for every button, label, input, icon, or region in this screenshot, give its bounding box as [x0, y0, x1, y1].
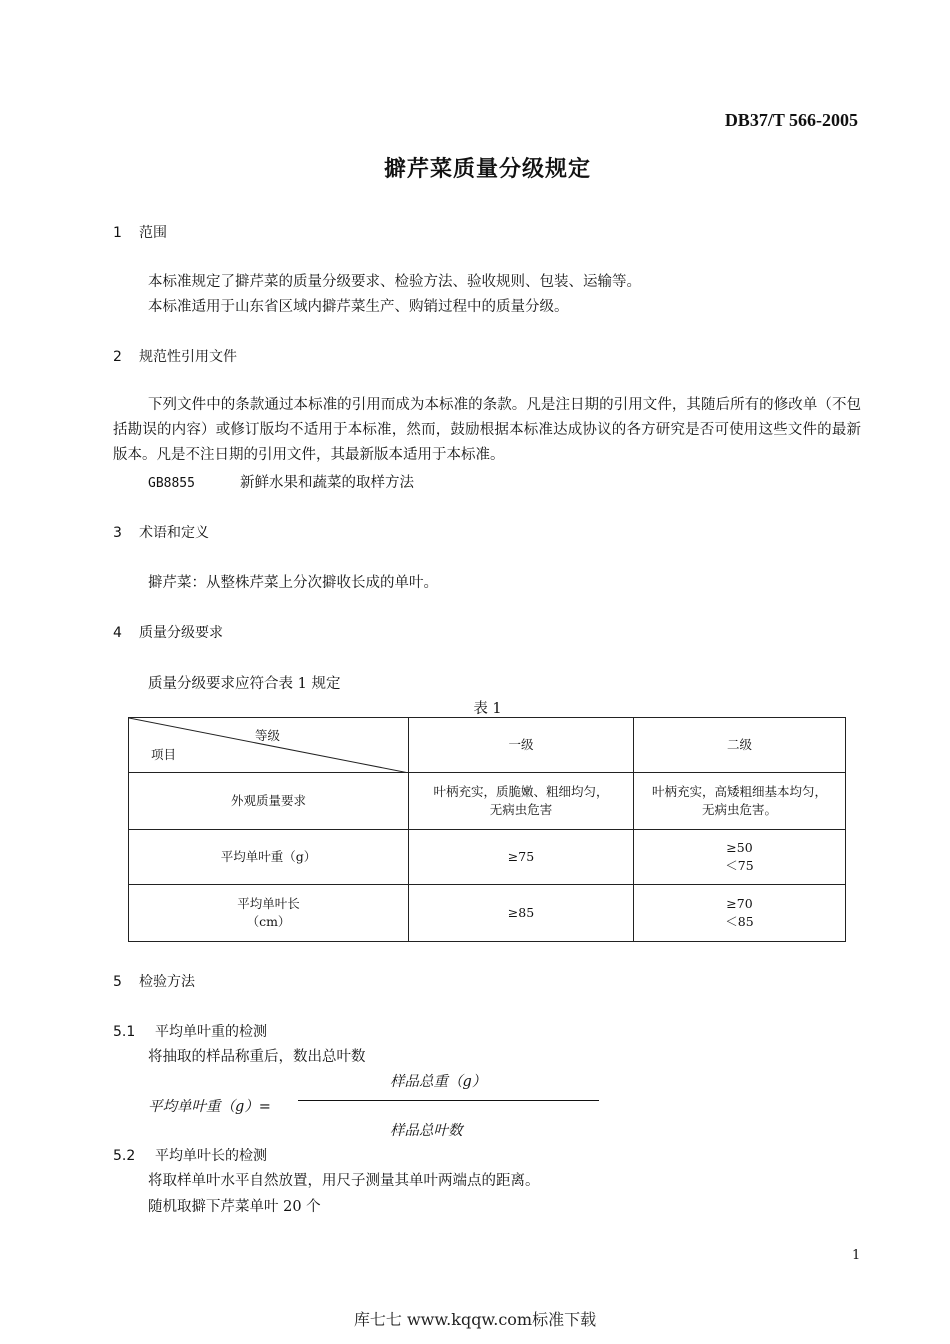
grade-2-line-1: ≥50	[726, 840, 753, 855]
grading-table	[128, 717, 846, 942]
item-label: 平均单叶重（g）	[220, 849, 317, 864]
section-5-heading	[113, 971, 195, 991]
table-row	[129, 773, 846, 830]
subsection-5-2-heading	[113, 1145, 267, 1165]
section-3-heading	[113, 522, 209, 542]
row-item	[129, 885, 409, 942]
subsection-5-2-paragraph-1: 将取样单叶水平自然放置，用尺子测量其单叶两端点的距离。	[148, 1173, 540, 1189]
item-label: 平均单叶长	[237, 896, 300, 911]
header-item-label: 项目	[151, 747, 177, 762]
grade-1-line-1: ≥75	[507, 849, 535, 864]
item-unit: （cm）	[246, 914, 291, 929]
row-item	[129, 830, 409, 885]
reference-title: 新鲜水果和蔬菜的取样方法	[240, 475, 414, 491]
section-2-heading	[113, 346, 237, 366]
row-grade-1	[409, 885, 634, 942]
fraction-bar	[298, 1100, 599, 1101]
grade-2-line-1: 叶柄充实，高矮粗细基本均匀，	[651, 784, 827, 799]
section-1-heading	[113, 222, 167, 242]
formula-numerator: 样品总重（g）	[390, 1074, 487, 1090]
section-3-paragraph-1: 擗芹菜：从整株芹菜上分次擗收长成的单叶。	[148, 575, 438, 591]
section-number: 1	[113, 225, 122, 241]
section-title: 平均单叶重的检测	[155, 1024, 267, 1040]
item-label: 外观质量要求	[230, 793, 306, 808]
row-grade-1	[409, 830, 634, 885]
formula-label: 平均单叶重（g）=	[148, 1099, 271, 1115]
section-title: 范围	[139, 225, 167, 241]
footer-watermark: 库七七 www.kqqw.com标准下载	[353, 1310, 597, 1329]
section-title: 检验方法	[139, 974, 195, 990]
row-grade-2	[634, 885, 846, 942]
section-number: 5	[113, 974, 122, 990]
section-title: 规范性引用文件	[139, 349, 237, 365]
reference-entry	[148, 471, 414, 492]
grade-2-line-2: 无病虫危害。	[701, 802, 777, 817]
section-title: 术语和定义	[139, 525, 209, 541]
standard-code: DB37/T 566-2005	[724, 110, 858, 130]
header-grade-label: 等级	[255, 728, 281, 743]
row-grade-1	[409, 773, 634, 830]
section-1-paragraph-2: 本标准适用于山东省区域内擗芹菜生产、购销过程中的质量分级。	[148, 299, 569, 315]
section-number: 2	[113, 349, 122, 365]
formula-denominator: 样品总叶数	[390, 1123, 463, 1139]
grade-1-line-2: 无病虫危害	[489, 802, 553, 817]
header-grade-1: 一级	[409, 718, 634, 773]
grade-2-line-2: ＜85	[725, 914, 754, 929]
document-title: 擗芹菜质量分级规定	[383, 157, 591, 182]
table-row	[129, 830, 846, 885]
section-2-paragraph-1: 下列文件中的条款通过本标准的引用而成为本标准的条款。凡是注日期的引用文件，其随后所有的修改单（不包括勘误的内容）或修订版均不适用于本标准，然而，鼓励根据本标准达成协议的各方研究是否可使用这些文件的最新版本。凡是不注日期的引用文件，其最新版本适用于本标准。	[113, 397, 861, 463]
grade-1-line-1: 叶柄充实，质脆嫩、粗细均匀，	[433, 784, 609, 799]
header-grade-2: 二级	[634, 718, 846, 773]
grade-2-line-1: ≥70	[726, 896, 753, 911]
section-number: 5.1	[113, 1024, 136, 1040]
section-number: 5.2	[113, 1148, 136, 1164]
subsection-5-2-paragraph-2: 随机取擗下芹菜单叶 20 个	[148, 1199, 321, 1215]
section-title: 平均单叶长的检测	[155, 1148, 267, 1164]
table-row	[129, 885, 846, 942]
section-title: 质量分级要求	[139, 625, 223, 641]
grade-1-line-1: ≥85	[507, 905, 535, 920]
row-grade-2	[634, 830, 846, 885]
page-number: 1	[852, 1248, 861, 1263]
subsection-5-1-paragraph: 将抽取的样品称重后，数出总叶数	[148, 1049, 366, 1065]
reference-code: GB8855	[148, 476, 195, 491]
table-header-row	[129, 718, 846, 773]
section-4-heading	[113, 622, 223, 642]
row-grade-2	[634, 773, 846, 830]
section-1-paragraph-1: 本标准规定了擗芹菜的质量分级要求、检验方法、验收规则、包装、运输等。	[148, 274, 641, 290]
table-caption: 表 1	[473, 701, 502, 717]
table-corner-cell	[129, 718, 409, 773]
section-4-paragraph-1: 质量分级要求应符合表 1 规定	[148, 676, 341, 692]
grade-2-line-2: ＜75	[725, 858, 754, 873]
section-number: 3	[113, 525, 122, 541]
section-number: 4	[113, 625, 122, 641]
subsection-5-1-heading	[113, 1021, 267, 1041]
row-item	[129, 773, 409, 830]
